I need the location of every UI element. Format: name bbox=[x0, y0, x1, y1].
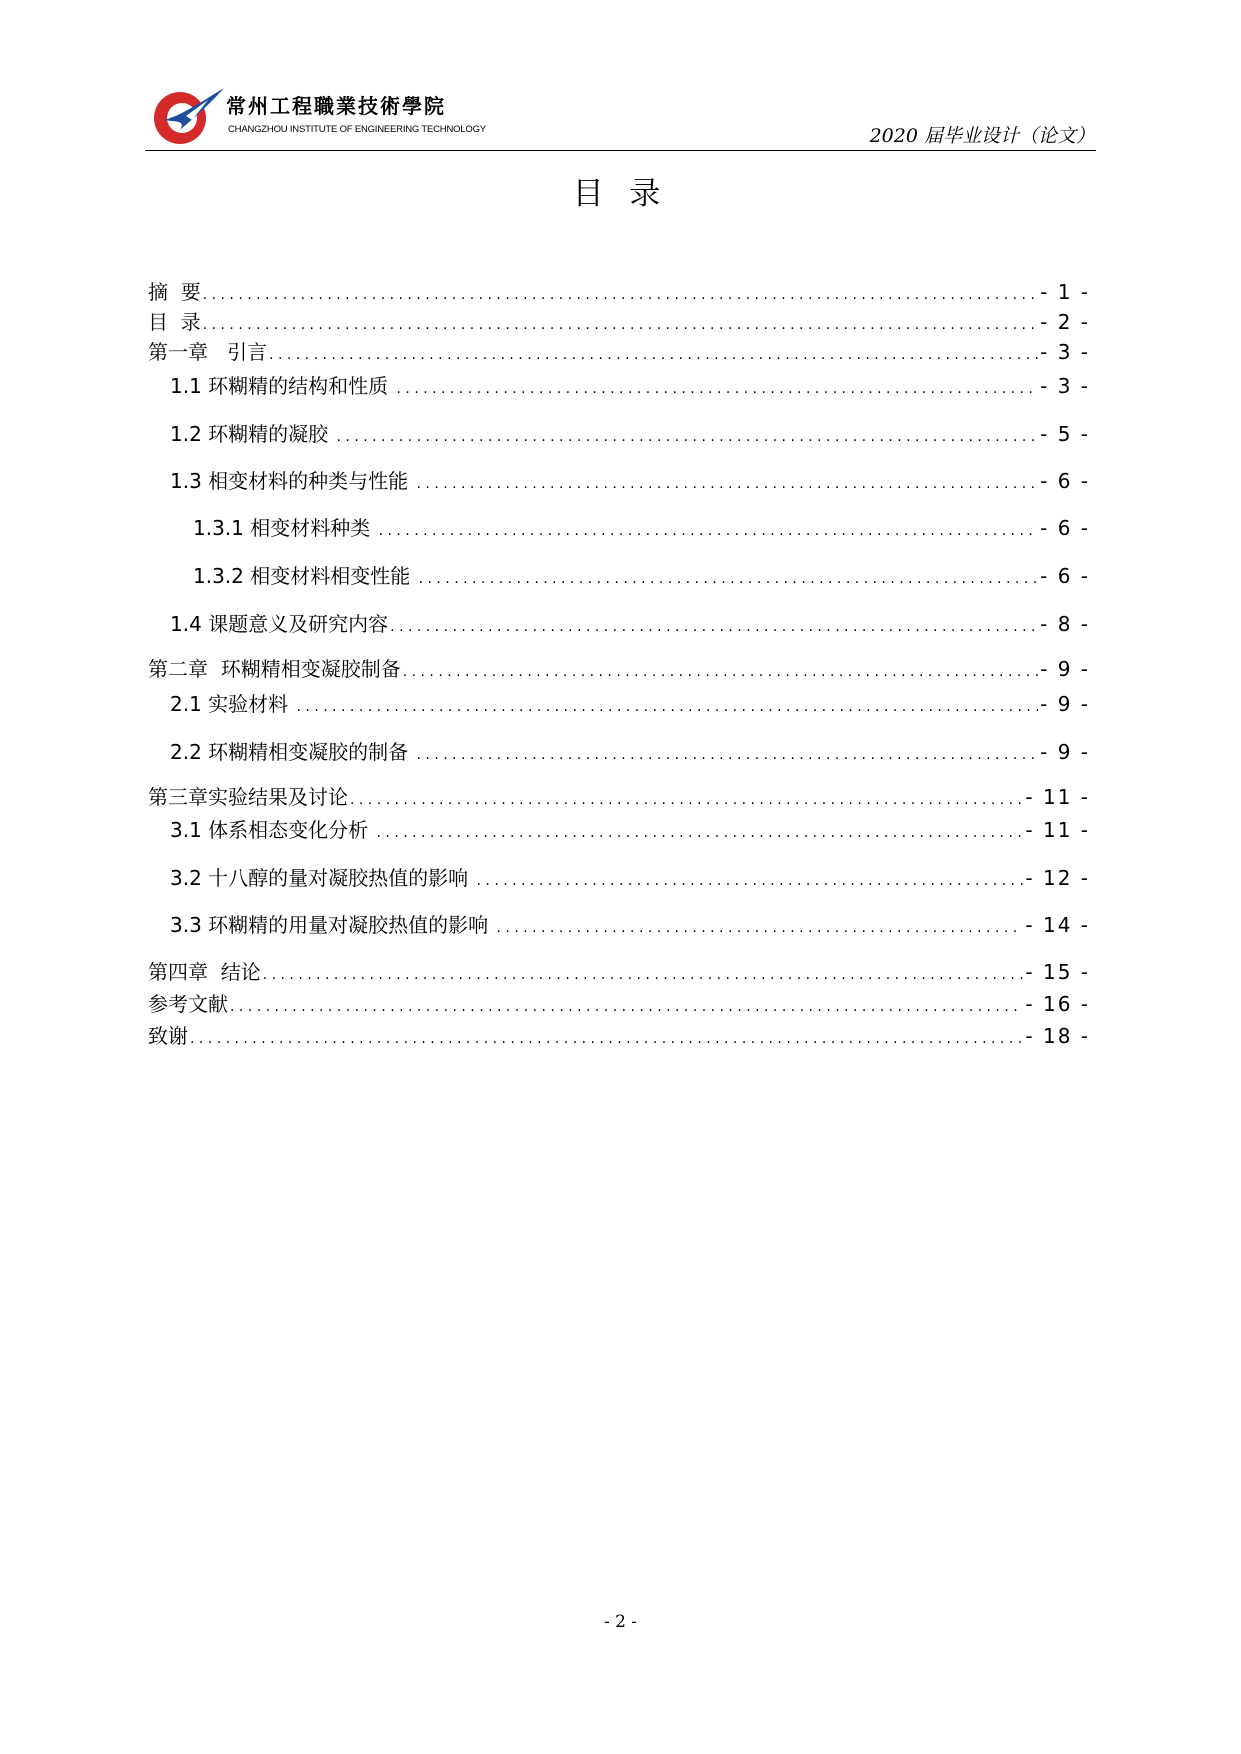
toc-leader-dots bbox=[190, 1025, 1023, 1053]
toc-entry-label: 1.4 课题意义及研究内容 bbox=[170, 612, 389, 636]
toc-entry-page-number: - 18 - bbox=[1025, 1024, 1090, 1048]
toc-entry-label: 1.3.2 相变材料相变性能 bbox=[193, 564, 417, 588]
toc-entry-page-number: - 11 - bbox=[1025, 785, 1090, 809]
toc-entry[interactable] bbox=[170, 816, 1090, 844]
toc-entry-page-number: - 8 - bbox=[1040, 612, 1090, 636]
toc-entry-label: 第一章 引言 bbox=[148, 340, 268, 364]
institution-name-cn: 常州工程職業技術學院 bbox=[226, 94, 446, 118]
toc-entry[interactable] bbox=[148, 338, 1090, 366]
document-label: 2020 届毕业设计（论文） bbox=[869, 125, 1095, 147]
toc-entry-page-number: - 14 - bbox=[1025, 913, 1090, 937]
toc-entry-page-number: - 9 - bbox=[1040, 740, 1090, 764]
toc-entry-label: 3.2 十八醇的量对凝胶热值的影响 bbox=[170, 866, 475, 890]
toc-entry-label: 1.2 环糊精的凝胶 bbox=[170, 422, 335, 446]
toc-entry[interactable] bbox=[170, 864, 1090, 892]
toc-entry[interactable] bbox=[170, 372, 1090, 400]
toc-entry[interactable] bbox=[170, 420, 1090, 448]
toc-entry[interactable] bbox=[148, 308, 1090, 336]
toc-leader-dots bbox=[403, 658, 1038, 686]
toc-leader-dots bbox=[417, 470, 1039, 498]
toc-entry-page-number: - 11 - bbox=[1025, 818, 1090, 842]
toc-leader-dots bbox=[230, 993, 1023, 1021]
toc-leader-dots bbox=[263, 961, 1024, 989]
toc-entry[interactable] bbox=[170, 911, 1090, 939]
toc-entry-page-number: - 1 - bbox=[1040, 280, 1090, 304]
institution-logo bbox=[146, 86, 486, 150]
toc-entry-page-number: - 16 - bbox=[1025, 992, 1090, 1016]
toc-leader-dots bbox=[337, 423, 1039, 451]
toc-leader-dots bbox=[417, 741, 1039, 769]
toc-entry-label: 1.1 环糊精的结构和性质 bbox=[170, 374, 395, 398]
toc-entry-page-number: - 6 - bbox=[1040, 469, 1090, 493]
toc-entry[interactable] bbox=[170, 610, 1090, 638]
toc-leader-dots bbox=[297, 693, 1039, 721]
logo-emblem-icon bbox=[146, 86, 226, 150]
toc-leader-dots bbox=[497, 914, 1024, 942]
toc-entry-label: 目 录 bbox=[148, 310, 201, 334]
toc-entry-page-number: - 3 - bbox=[1040, 340, 1090, 364]
toc-entry-page-number: - 3 - bbox=[1040, 374, 1090, 398]
toc-entry-label: 第四章 结论 bbox=[148, 960, 261, 984]
toc-leader-dots bbox=[203, 311, 1038, 339]
toc-entry[interactable] bbox=[148, 655, 1090, 683]
toc-entry-page-number: - 6 - bbox=[1040, 516, 1090, 540]
toc-entry-label: 致谢 bbox=[148, 1024, 188, 1048]
toc-entry-label: 第二章 环糊精相变凝胶制备 bbox=[148, 657, 401, 681]
page-footer-number: - 2 - bbox=[603, 1612, 638, 1632]
toc-leader-dots bbox=[390, 613, 1038, 641]
toc-leader-dots bbox=[477, 867, 1024, 895]
toc-entry[interactable] bbox=[193, 562, 1090, 590]
toc-entry[interactable] bbox=[148, 278, 1090, 306]
toc-leader-dots bbox=[377, 819, 1024, 847]
toc-entry-page-number: - 15 - bbox=[1025, 960, 1090, 984]
toc-leader-dots bbox=[419, 565, 1039, 593]
toc-leader-dots bbox=[397, 375, 1039, 403]
institution-name-en: CHANGZHOU INSTITUTE OF ENGINEERING TECHNOLOGY bbox=[228, 124, 486, 135]
toc-entry-label: 第三章实验结果及讨论 bbox=[148, 785, 348, 809]
toc-entry[interactable] bbox=[170, 690, 1090, 718]
header-divider bbox=[145, 150, 1096, 151]
page-title: 目 录 bbox=[572, 176, 669, 212]
toc-leader-dots bbox=[379, 517, 1039, 545]
toc-entry-page-number: - 9 - bbox=[1040, 692, 1090, 716]
toc-entry[interactable] bbox=[148, 783, 1090, 811]
toc-entry-label: 3.3 环糊精的用量对凝胶热值的影响 bbox=[170, 913, 495, 937]
toc-entry-label: 3.1 体系相态变化分析 bbox=[170, 818, 375, 842]
toc-entry[interactable] bbox=[193, 514, 1090, 542]
toc-leader-dots bbox=[350, 786, 1023, 814]
toc-entry-label: 参考文献 bbox=[148, 992, 228, 1016]
toc-entry-label: 2.2 环糊精相变凝胶的制备 bbox=[170, 740, 415, 764]
toc-entry-page-number: - 9 - bbox=[1040, 657, 1090, 681]
toc-entry-label: 摘 要 bbox=[148, 280, 201, 304]
toc-entry[interactable] bbox=[170, 738, 1090, 766]
toc-entry-page-number: - 12 - bbox=[1025, 866, 1090, 890]
toc-entry-label: 2.1 实验材料 bbox=[170, 692, 295, 716]
toc-entry-page-number: - 6 - bbox=[1040, 564, 1090, 588]
toc-entry-label: 1.3 相变材料的种类与性能 bbox=[170, 469, 415, 493]
toc-entry[interactable] bbox=[148, 990, 1090, 1018]
toc-leader-dots bbox=[203, 281, 1038, 309]
toc-entry[interactable] bbox=[170, 467, 1090, 495]
toc-entry-page-number: - 5 - bbox=[1040, 422, 1090, 446]
toc-entry-page-number: - 2 - bbox=[1040, 310, 1090, 334]
toc-entry[interactable] bbox=[148, 958, 1090, 986]
toc-entry-label: 1.3.1 相变材料种类 bbox=[193, 516, 377, 540]
toc-entry[interactable] bbox=[148, 1022, 1090, 1050]
toc-leader-dots bbox=[269, 341, 1038, 369]
